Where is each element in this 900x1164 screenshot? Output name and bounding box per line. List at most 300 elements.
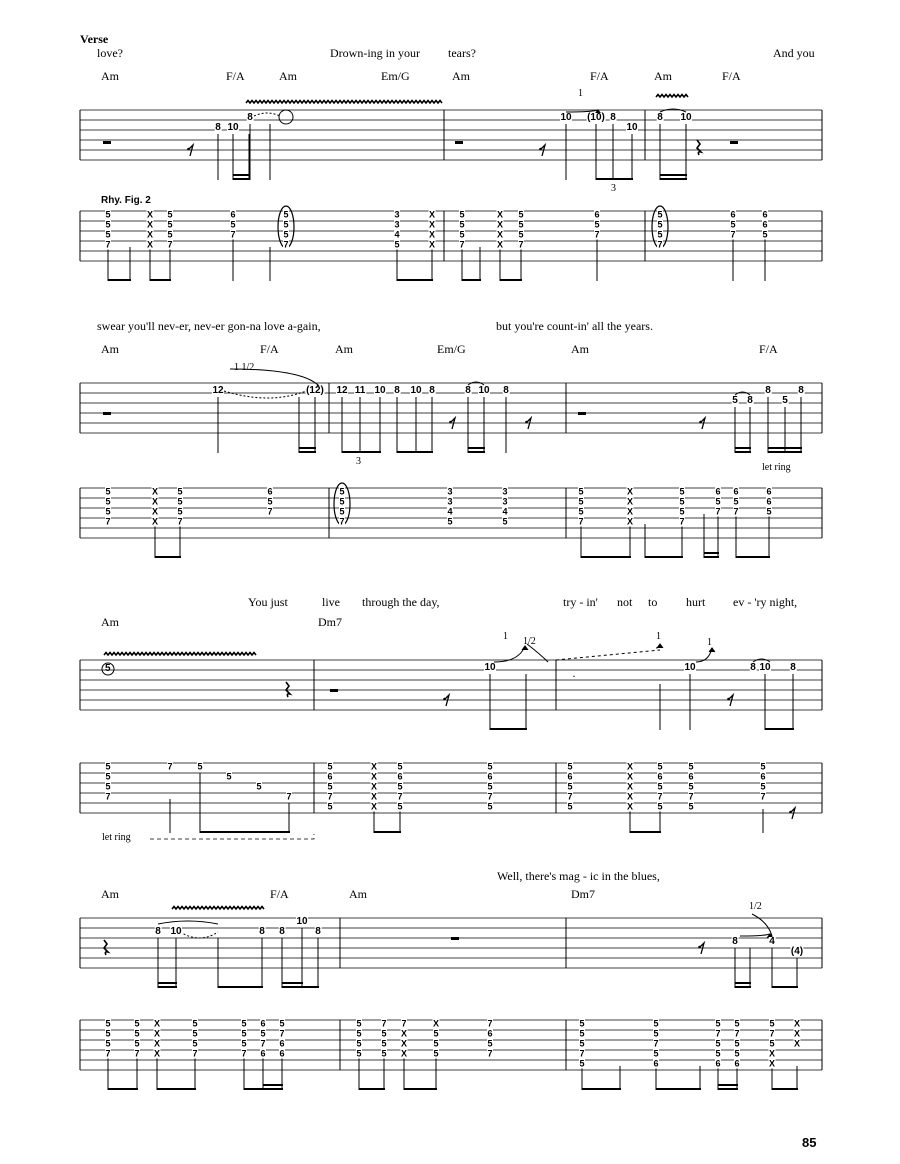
beam bbox=[374, 831, 401, 833]
rhythm-fret: 5 bbox=[260, 1028, 266, 1039]
rhythm-fret: 5 bbox=[105, 506, 111, 517]
rhythm-fret: 5 bbox=[715, 496, 721, 507]
rhythm-fret: 5 bbox=[394, 239, 400, 250]
eighth-rest bbox=[444, 695, 449, 706]
chord-symbol: Am bbox=[101, 615, 119, 629]
rhythm-fret: 6 bbox=[567, 771, 573, 782]
rhythm-fret: X bbox=[768, 1048, 776, 1059]
tab-fret: (10) bbox=[587, 112, 605, 123]
dashed-hold bbox=[556, 650, 660, 660]
rhythm-fret: 5 bbox=[167, 219, 173, 230]
rhythm-fret: 5 bbox=[518, 209, 524, 220]
rhythm-fret: 5 bbox=[356, 1028, 362, 1039]
rhythm-fret: 5 bbox=[339, 496, 345, 507]
rhythm-fret: 7 bbox=[177, 516, 183, 527]
page-number: 85 bbox=[802, 1135, 817, 1150]
beam bbox=[630, 831, 661, 833]
rhythm-fret: 7 bbox=[594, 229, 600, 240]
rhythm-fret: 7 bbox=[734, 1028, 740, 1039]
beam bbox=[768, 447, 802, 449]
tab-fret: 4 bbox=[769, 936, 775, 947]
chord-symbol: Am bbox=[279, 69, 297, 83]
rhythm-fret: 7 bbox=[769, 1028, 775, 1039]
rhythm-fret: 5 bbox=[267, 496, 273, 507]
rhythm-fret: 6 bbox=[279, 1038, 285, 1049]
beam bbox=[397, 279, 433, 281]
rhythm-fret: 7 bbox=[578, 516, 584, 527]
rhythm-fret: 7 bbox=[579, 1048, 585, 1059]
hammer-tie bbox=[254, 113, 280, 116]
half-rest bbox=[455, 141, 463, 144]
rhythm-fret: 5 bbox=[283, 229, 289, 240]
rhythm-fret: 5 bbox=[397, 781, 403, 792]
dotted-note: · bbox=[572, 669, 576, 683]
rhythm-fret: 5 bbox=[715, 1048, 721, 1059]
tab-fret: 11 bbox=[354, 385, 366, 396]
rhythm-fret: 5 bbox=[567, 801, 573, 812]
rhythm-fret: 5 bbox=[339, 506, 345, 517]
rhythm-fret: X bbox=[151, 496, 159, 507]
tab-fret: 5 bbox=[732, 395, 738, 406]
tab-fret: 10 bbox=[484, 662, 496, 673]
rhythm-fret: X bbox=[151, 486, 159, 497]
lyric: try - in' bbox=[563, 595, 598, 609]
rhythm-fret: 6 bbox=[760, 771, 766, 782]
rhythm-fret: 5 bbox=[518, 219, 524, 230]
rhythm-fret: 5 bbox=[459, 219, 465, 230]
rhythm-fret: X bbox=[370, 781, 378, 792]
tab-fret: 10 bbox=[684, 662, 696, 673]
beam bbox=[244, 1088, 283, 1090]
rhythm-fret: 5 bbox=[381, 1028, 387, 1039]
beam bbox=[772, 986, 798, 988]
rhythm-fret: 7 bbox=[134, 1048, 140, 1059]
rhythm-fret: X bbox=[153, 1038, 161, 1049]
eighth-rest bbox=[790, 808, 795, 819]
bend-value: 1 bbox=[578, 88, 583, 99]
rhythm-fret: 5 bbox=[105, 781, 111, 792]
tab-fret: 8 bbox=[247, 112, 253, 123]
rhythm-fret: X bbox=[432, 1018, 440, 1029]
rhythm-fret: X bbox=[153, 1018, 161, 1029]
rhythm-fret: 7 bbox=[487, 1048, 493, 1059]
rhythm-fret: 7 bbox=[339, 516, 345, 527]
quarter-rest bbox=[286, 682, 290, 697]
rhythm-fret: X bbox=[496, 219, 504, 230]
rhythm-fret: 7 bbox=[730, 229, 736, 240]
lyric: but you're count-in' all the years. bbox=[496, 319, 653, 333]
chord-symbol: Em/G bbox=[381, 69, 410, 83]
rhythm-fret: 5 bbox=[766, 506, 772, 517]
beam bbox=[282, 986, 319, 988]
rhythm-fret: 5 bbox=[715, 1038, 721, 1049]
triplet-mark: 3 bbox=[611, 183, 616, 194]
tab-fret: (12) bbox=[306, 385, 324, 396]
rhythm-fret: 5 bbox=[356, 1048, 362, 1059]
rhythm-fret: 7 bbox=[105, 791, 111, 802]
rhythm-fret: 6 bbox=[653, 1058, 659, 1069]
chord-symbol: F/A bbox=[226, 69, 245, 83]
beam bbox=[735, 986, 751, 988]
lyric: Drown-ing in your bbox=[330, 46, 420, 60]
beam bbox=[735, 447, 751, 449]
tab-fret: (4) bbox=[790, 946, 804, 957]
chord-symbol: Dm7 bbox=[318, 615, 342, 629]
lyric: love? bbox=[97, 46, 123, 60]
let-ring-label: let ring bbox=[762, 462, 791, 473]
rhythm-fret: 6 bbox=[327, 771, 333, 782]
tab-fret: 8 bbox=[732, 936, 738, 947]
rhythm-fret: 5 bbox=[579, 1038, 585, 1049]
rhythm-fret: X bbox=[146, 229, 154, 240]
tab-fret: 8 bbox=[610, 112, 616, 123]
rhythm-fret: 5 bbox=[762, 229, 768, 240]
rhythm-fret: 5 bbox=[579, 1028, 585, 1039]
tab-fret: 10 bbox=[296, 916, 308, 927]
beam bbox=[299, 447, 316, 449]
rhythm-fret: 5 bbox=[657, 229, 663, 240]
harmonic-circle bbox=[279, 110, 293, 124]
rhythm-fret: 5 bbox=[241, 1038, 247, 1049]
rhythm-fret: X bbox=[626, 506, 634, 517]
chord-symbol: Am bbox=[101, 342, 119, 356]
lyric: swear you'll nev-er, nev-er gon-na love a-gain, bbox=[97, 319, 321, 333]
rhythm-fret: X bbox=[626, 496, 634, 507]
vibrato bbox=[246, 101, 442, 104]
rhythm-fret: X bbox=[428, 219, 436, 230]
eighth-rest-dot bbox=[789, 811, 792, 814]
rhythm-fret: 5 bbox=[105, 771, 111, 782]
whole-rest bbox=[451, 937, 459, 940]
bend-value: 1 1/2 bbox=[234, 362, 255, 373]
rhythm-fret: 7 bbox=[105, 239, 111, 250]
rhythm-fret: 7 bbox=[192, 1048, 198, 1059]
half-rest bbox=[730, 141, 738, 144]
chord-symbol: F/A bbox=[260, 342, 279, 356]
rhythm-fret: X bbox=[151, 506, 159, 517]
rhythm-fret: 6 bbox=[230, 209, 236, 220]
rhythm-fret: 6 bbox=[733, 486, 739, 497]
rhythm-fret: 7 bbox=[241, 1048, 247, 1059]
tab-fret: 8 bbox=[503, 385, 509, 396]
rhythm-fret: X bbox=[496, 229, 504, 240]
rhythm-fret: X bbox=[496, 209, 504, 220]
bend-value: 1/2 bbox=[749, 901, 762, 912]
eighth-rest-dot bbox=[525, 421, 528, 424]
quarter-rest bbox=[697, 140, 701, 155]
tab-fret: 8 bbox=[790, 662, 796, 673]
beam bbox=[359, 1088, 385, 1090]
rhythm-fret: 7 bbox=[279, 1028, 285, 1039]
tab-fret: 8 bbox=[798, 385, 804, 396]
rhythm-fret: 5 bbox=[518, 229, 524, 240]
beam bbox=[596, 178, 633, 180]
beam bbox=[462, 279, 481, 281]
tab-fret: 8 bbox=[315, 926, 321, 937]
rhythm-fret: 5 bbox=[105, 1038, 111, 1049]
tab-fret: 5 bbox=[782, 395, 788, 406]
bend-value: 1 bbox=[503, 631, 508, 642]
beam bbox=[582, 1088, 621, 1090]
tab-fret: 10 bbox=[170, 926, 182, 937]
beam bbox=[263, 1084, 283, 1086]
rhythm-fret: 7 bbox=[105, 1048, 111, 1059]
rhythm-fret: 7 bbox=[653, 1038, 659, 1049]
eighth-rest bbox=[699, 943, 704, 954]
rhythm-fret: 6 bbox=[279, 1048, 285, 1059]
bend-value: 1 bbox=[707, 637, 712, 648]
rhythm-fret: 5 bbox=[679, 506, 685, 517]
beam bbox=[404, 1088, 437, 1090]
triplet-mark: 3 bbox=[356, 456, 361, 467]
rhythm-fret: 5 bbox=[579, 1018, 585, 1029]
rhythm-fret: 3 bbox=[447, 496, 453, 507]
rhythm-fret: X bbox=[496, 239, 504, 250]
rhythm-fret: 5 bbox=[447, 516, 453, 527]
rhythm-fret: 7 bbox=[267, 506, 273, 517]
rhythm-fret: 3 bbox=[502, 486, 508, 497]
rhythm-fret: 5 bbox=[177, 496, 183, 507]
rhythm-fret: 5 bbox=[653, 1028, 659, 1039]
rhythm-fret: 5 bbox=[459, 209, 465, 220]
rhythm-fret: 7 bbox=[283, 239, 289, 250]
rhythm-fret: X bbox=[400, 1028, 408, 1039]
tab-fret: 10 bbox=[410, 385, 422, 396]
eighth-rest bbox=[700, 418, 705, 429]
beam bbox=[735, 982, 751, 984]
circled-string-number: 5 bbox=[105, 663, 111, 674]
rhythm-fret: 5 bbox=[167, 209, 173, 220]
rhythm-fret: 5 bbox=[769, 1018, 775, 1029]
rhythm-fret: X bbox=[768, 1058, 776, 1069]
rhythm-fret: 6 bbox=[688, 771, 694, 782]
rhythm-fret: 5 bbox=[339, 486, 345, 497]
eighth-rest-dot bbox=[727, 698, 730, 701]
rhythm-fret: 5 bbox=[397, 801, 403, 812]
chord-symbol: Am bbox=[101, 69, 119, 83]
beam bbox=[581, 556, 631, 558]
tie bbox=[158, 921, 218, 924]
rhythm-fret: 7 bbox=[167, 761, 173, 772]
tab-fret: 8 bbox=[279, 926, 285, 937]
rhythm-fret: 5 bbox=[105, 761, 111, 772]
rhythm-fret: 5 bbox=[105, 209, 111, 220]
rhythm-fret: 7 bbox=[487, 791, 493, 802]
rhythm-fret: 6 bbox=[594, 209, 600, 220]
rhythm-fret: 6 bbox=[766, 486, 772, 497]
chord-symbol: Am bbox=[349, 887, 367, 901]
beam bbox=[718, 1084, 738, 1086]
tab-fret: 12 bbox=[212, 385, 224, 396]
beam bbox=[158, 982, 177, 984]
rhythm-fret: 6 bbox=[766, 496, 772, 507]
beam bbox=[108, 1088, 138, 1090]
rhythm-fret: X bbox=[370, 801, 378, 812]
rhythm-fret: 5 bbox=[177, 506, 183, 517]
beam bbox=[645, 556, 683, 558]
rhythm-fret: 5 bbox=[105, 1028, 111, 1039]
beam bbox=[468, 447, 485, 449]
rhythm-fret: X bbox=[626, 516, 634, 527]
rhythm-fret: 5 bbox=[356, 1018, 362, 1029]
tab-fret: 8 bbox=[155, 926, 161, 937]
rhythm-fret: X bbox=[793, 1028, 801, 1039]
beam bbox=[765, 728, 794, 730]
rhythm-fret: 7 bbox=[260, 1038, 266, 1049]
rhythm-fret: 7 bbox=[567, 791, 573, 802]
rhythm-fret: 5 bbox=[730, 219, 736, 230]
tab-fret: 10 bbox=[759, 662, 771, 673]
rhythm-fret: 5 bbox=[567, 761, 573, 772]
eighth-rest-dot bbox=[699, 421, 702, 424]
bend-arrow bbox=[740, 934, 770, 936]
rhythm-fret: 3 bbox=[447, 486, 453, 497]
rhythm-fret: 5 bbox=[327, 761, 333, 772]
rhythm-fret: 5 bbox=[769, 1038, 775, 1049]
rhythm-fret: 5 bbox=[733, 496, 739, 507]
rhythm-fret: 5 bbox=[657, 209, 663, 220]
chord-symbol: F/A bbox=[590, 69, 609, 83]
rhythm-fret: 5 bbox=[134, 1018, 140, 1029]
beam bbox=[704, 552, 719, 554]
beam bbox=[218, 986, 263, 988]
rhythm-fret: 6 bbox=[260, 1048, 266, 1059]
tab-fret: 8 bbox=[747, 395, 753, 406]
dashed-tie bbox=[180, 932, 218, 938]
rhythm-fret: 5 bbox=[487, 1038, 493, 1049]
rhythm-fret: 6 bbox=[730, 209, 736, 220]
eighth-rest bbox=[526, 418, 531, 429]
lyric: live bbox=[322, 595, 340, 609]
chord-symbol: Am bbox=[452, 69, 470, 83]
lyric: hurt bbox=[686, 595, 706, 609]
eighth-rest-dot bbox=[187, 148, 190, 151]
rhythm-fret: 7 bbox=[381, 1018, 387, 1029]
rhythm-fret: 6 bbox=[267, 486, 273, 497]
rhythm-fret: 3 bbox=[394, 209, 400, 220]
rhythm-fret: 5 bbox=[657, 219, 663, 230]
chord-symbol: Am bbox=[335, 342, 353, 356]
rhythm-fret: 6 bbox=[734, 1058, 740, 1069]
rhythm-fret: 5 bbox=[657, 761, 663, 772]
lyric: not bbox=[617, 595, 633, 609]
tab-fret: 8 bbox=[429, 385, 435, 396]
tab-fret: 10 bbox=[374, 385, 386, 396]
bend-value: 1/2 bbox=[523, 636, 536, 647]
chord-symbol: F/A bbox=[722, 69, 741, 83]
beam bbox=[397, 451, 433, 453]
eighth-rest-dot bbox=[539, 148, 542, 151]
rhythm-fret: 6 bbox=[260, 1018, 266, 1029]
rhythm-fret: X bbox=[153, 1048, 161, 1059]
rhythm-fret: 7 bbox=[327, 791, 333, 802]
rhythm-fret: X bbox=[370, 791, 378, 802]
tab-fret: 8 bbox=[394, 385, 400, 396]
rhythm-fret: 5 bbox=[688, 801, 694, 812]
rhythm-fret: 5 bbox=[578, 496, 584, 507]
rhythm-fret: X bbox=[146, 209, 154, 220]
rhythm-fret: 5 bbox=[167, 229, 173, 240]
chord-symbol: Em/G bbox=[437, 342, 466, 356]
bend-arrow-head bbox=[709, 648, 715, 652]
rhythm-fret: 5 bbox=[381, 1048, 387, 1059]
rhythm-fret: 5 bbox=[397, 761, 403, 772]
rhythm-fret: 6 bbox=[715, 1058, 721, 1069]
rhythm-fret: 6 bbox=[397, 771, 403, 782]
rhythm-fret: 6 bbox=[762, 209, 768, 220]
rhythm-fret: 5 bbox=[226, 771, 232, 782]
tab-fret: 10 bbox=[680, 112, 692, 123]
rhythm-fret: 5 bbox=[715, 1018, 721, 1029]
rhythm-fret: 5 bbox=[177, 486, 183, 497]
eighth-rest bbox=[188, 145, 193, 156]
rhythm-fret: 5 bbox=[688, 761, 694, 772]
rhythm-fret: 7 bbox=[230, 229, 236, 240]
beam bbox=[490, 728, 527, 730]
beam bbox=[200, 831, 290, 833]
tab-fret: 10 bbox=[227, 122, 239, 133]
rhythm-fret: 5 bbox=[653, 1018, 659, 1029]
half-rest bbox=[103, 412, 111, 415]
rhythm-fret: 4 bbox=[394, 229, 400, 240]
rhythm-fret: X bbox=[146, 239, 154, 250]
beam bbox=[735, 451, 751, 453]
rhythm-fret: 5 bbox=[192, 1038, 198, 1049]
rhythm-fret: 5 bbox=[657, 781, 663, 792]
bend-line bbox=[752, 914, 772, 936]
half-rest bbox=[330, 689, 338, 692]
rhythm-fret: 5 bbox=[230, 219, 236, 230]
chord-symbol: Am bbox=[571, 342, 589, 356]
lyric: Well, there's mag - ic in the blues, bbox=[497, 869, 660, 883]
rhythm-fret: X bbox=[626, 781, 634, 792]
chord-symbol: F/A bbox=[270, 887, 289, 901]
rhythm-fret: 3 bbox=[502, 496, 508, 507]
lyric: through the day, bbox=[362, 595, 440, 609]
beam bbox=[656, 1088, 701, 1090]
rhythm-fret: 7 bbox=[688, 791, 694, 802]
lyric: ev - 'ry night, bbox=[733, 595, 798, 609]
beam bbox=[736, 556, 770, 558]
eighth-rest bbox=[540, 145, 545, 156]
rhythm-fret: 5 bbox=[760, 761, 766, 772]
tab-fret: 8 bbox=[657, 112, 663, 123]
vibrato bbox=[104, 653, 256, 656]
rhythm-fret: 7 bbox=[518, 239, 524, 250]
rhythm-fret: 5 bbox=[653, 1048, 659, 1059]
section-title: Verse bbox=[80, 32, 109, 46]
rhythm-fret: X bbox=[400, 1038, 408, 1049]
rhythm-fret: X bbox=[793, 1018, 801, 1029]
rhythm-fret: X bbox=[428, 229, 436, 240]
rhythm-figure-label: Rhy. Fig. 2 bbox=[101, 195, 151, 206]
half-rest bbox=[578, 412, 586, 415]
chord-symbol: Am bbox=[101, 887, 119, 901]
rhythm-fret: X bbox=[626, 791, 634, 802]
rhythm-fret: X bbox=[428, 239, 436, 250]
eighth-rest-dot bbox=[443, 698, 446, 701]
rhythm-fret: 5 bbox=[734, 1048, 740, 1059]
rhythm-fret: 5 bbox=[134, 1028, 140, 1039]
beam bbox=[157, 1088, 196, 1090]
rhythm-fret: 7 bbox=[459, 239, 465, 250]
rhythm-fret: X bbox=[153, 1028, 161, 1039]
rhythm-fret: 7 bbox=[657, 791, 663, 802]
rhythm-fret: 5 bbox=[679, 486, 685, 497]
rhythm-fret: X bbox=[400, 1048, 408, 1059]
rhythm-fret: 7 bbox=[715, 1028, 721, 1039]
beam bbox=[468, 451, 485, 453]
